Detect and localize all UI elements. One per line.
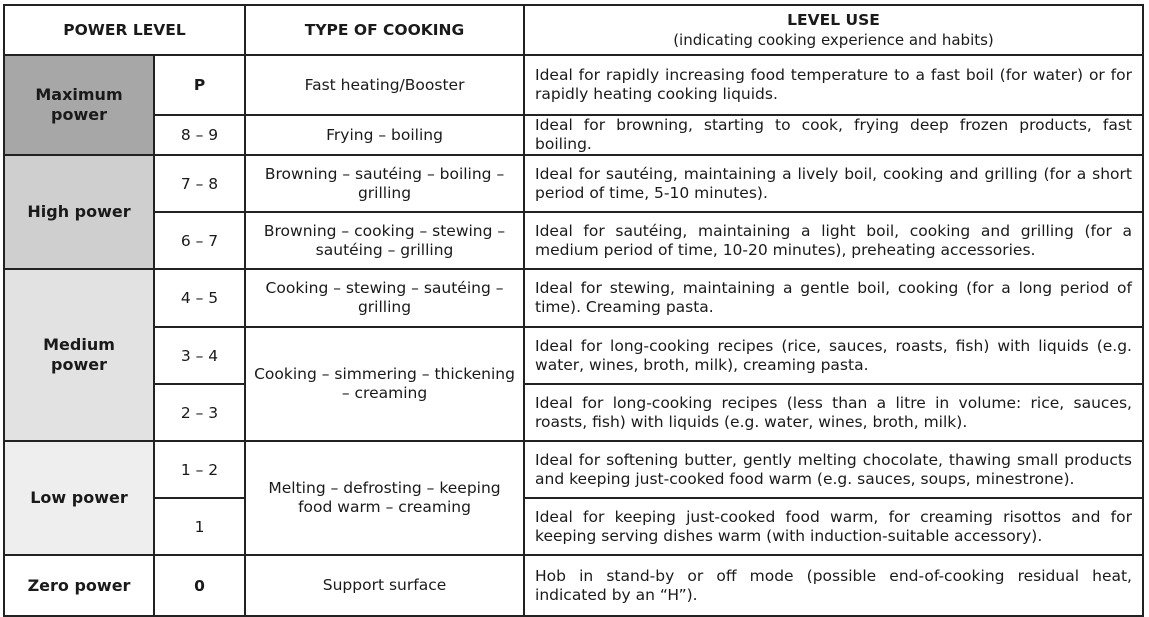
level-maximum-power: Maximum power — [4, 55, 154, 155]
header-level-use-title: LEVEL USE — [787, 11, 880, 29]
use-cell: Ideal for rapidly increasing food temperature to a fast boil (for water) or for rapidly heating cooking liquids. — [524, 55, 1143, 115]
table-row — [4, 555, 1143, 616]
level-medium-power: Medium power — [4, 269, 154, 441]
table-row — [4, 498, 1143, 555]
setting-cell: 2 – 3 — [154, 384, 245, 441]
type-cell: Melting – defrosting – keeping food warm – creaming — [245, 441, 524, 555]
type-cell: Browning – cooking – stewing – sautéing – grilling — [245, 212, 524, 269]
type-cell: Browning – sautéing – boiling – grilling — [245, 155, 524, 212]
table-header-row — [4, 5, 1143, 55]
type-cell: Frying – boiling — [245, 115, 524, 155]
setting-cell: 3 – 4 — [154, 327, 245, 384]
use-cell: Hob in stand-by or off mode (possible end-of-cooking residual heat, indicated by an “H”). — [524, 555, 1143, 616]
level-zero-power: Zero power — [4, 555, 154, 616]
power-level-table — [3, 4, 1144, 617]
table-row — [4, 55, 1143, 115]
header-type-of-cooking: TYPE OF COOKING — [245, 5, 524, 55]
setting-cell: P — [154, 55, 245, 115]
use-cell: Ideal for long-cooking recipes (less than a litre in volume: rice, sauces, roasts, fish) with liquids (e.g. water, wines, broth, milk). — [524, 384, 1143, 441]
type-cell: Cooking – stewing – sautéing – grilling — [245, 269, 524, 327]
setting-cell: 8 – 9 — [154, 115, 245, 155]
use-cell: Ideal for sautéing, maintaining a light boil, cooking and grilling (for a medium period of time, 10-20 minutes), preheating accessories. — [524, 212, 1143, 269]
table-row — [4, 441, 1143, 498]
use-cell: Ideal for stewing, maintaining a gentle boil, cooking (for a long period of time). Creaming pasta. — [524, 269, 1143, 327]
setting-cell: 0 — [154, 555, 245, 616]
setting-cell: 1 — [154, 498, 245, 555]
header-power-level: POWER LEVEL — [4, 5, 245, 55]
use-cell: Ideal for sautéing, maintaining a lively boil, cooking and grilling (for a short period of time, 5-10 minutes). — [524, 155, 1143, 212]
level-high-power: High power — [4, 155, 154, 269]
setting-cell: 6 – 7 — [154, 212, 245, 269]
type-cell: Support surface — [245, 555, 524, 616]
use-cell: Ideal for keeping just-cooked food warm, for creaming risottos and for keeping serving dishes warm (with induction-suitable accessory). — [524, 498, 1143, 555]
type-cell: Fast heating/Booster — [245, 55, 524, 115]
table-row — [4, 384, 1143, 441]
header-level-use — [524, 5, 1143, 55]
type-cell: Cooking – simmering – thickening – creaming — [245, 327, 524, 441]
use-cell: Ideal for browning, starting to cook, frying deep frozen products, fast boiling. — [524, 115, 1143, 155]
setting-cell: 7 – 8 — [154, 155, 245, 212]
level-low-power: Low power — [4, 441, 154, 555]
use-cell: Ideal for long-cooking recipes (rice, sauces, roasts, fish) with liquids (e.g. water, wines, broth, milk), creaming pasta. — [524, 327, 1143, 384]
header-level-use-subtitle: (indicating cooking experience and habits) — [673, 31, 994, 49]
setting-cell: 1 – 2 — [154, 441, 245, 498]
setting-cell: 4 – 5 — [154, 269, 245, 327]
table-row — [4, 155, 1143, 212]
table-row — [4, 269, 1143, 327]
use-cell: Ideal for softening butter, gently melting chocolate, thawing small products and keeping just-cooked food warm (e.g. sauces, soups, minestrone). — [524, 441, 1143, 498]
table-row — [4, 327, 1143, 384]
table-row — [4, 212, 1143, 269]
table-row — [4, 115, 1143, 155]
